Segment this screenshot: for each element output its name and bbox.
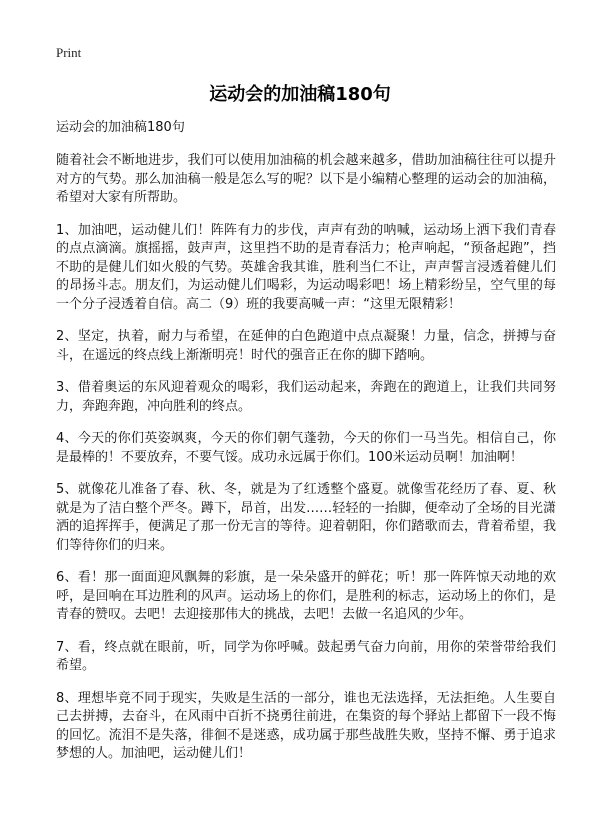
paragraph-5: 5、就像花儿准备了春、秋、冬，就是为了红透整个盛夏。就像雪花经历了春、夏、秋就是为了洁白整个严冬。蹲下，昂首，出发……轻轻的一抬脚，便牵动了全场的目光潇洒的追挥挥手，便满足了那一份无言的等待。迎着朝阳，你们踏歌而去，背着希望，我们等待你们的归来。: [56, 482, 556, 553]
intro-paragraph: 随着社会不断地进步，我们可以使用加油稿的机会越来越多，借助加油稿往往可以提升对方的气势。那么加油稿一般是怎么写的呢？以下是小编精心整理的运动会的加油稿，希望对大家有所帮助。: [56, 153, 556, 205]
paragraph-3: 3、借着奥运的东风迎着观众的喝彩，我们运动起来，奔跑在的跑道上，让我们共同努力，奔跑奔跑，冲向胜利的终点。: [56, 380, 556, 414]
paragraph-8: 8、理想毕竟不同于现实，失败是生活的一部分，谁也无法选择，无法拒绝。人生要自己去拼搏，去奋斗，在风雨中百折不挠勇往前进，在集资的每个驿站上都留下一段不悔的回忆。流泪不是失落，徘徊不是迷惑，成功属于那些战胜失败，坚持不懈、勇于追求梦想的人。加油吧，运动健儿们！: [56, 690, 556, 761]
paragraph-2: 2、坚定，执着，耐力与希望，在延伸的白色跑道中点点凝聚！力量，信念，拼搏与奋斗，在遥远的终点线上渐渐明亮！时代的强音正在你的脚下踏响。: [56, 329, 556, 363]
paragraph-1: 1、加油吧，运动健儿们！阵阵有力的步伐，声声有劲的呐喊，运动场上洒下我们青春的点点滴滴。旗摇摇，鼓声声，这里挡不助的是青春活力；枪声响起，“预备起跑”，挡不助的是健儿们如火般的气势。英雄舍我其谁，胜利当仁不让，声声誓言浸透着健儿们的昂扬斗志。朋友们，为运动健儿们喝彩，为运动喝彩吧！场上精彩纷呈，空气里的每一个分子浸透着自信。高二（9）班的我要高喊一声：“这里无限精彩！: [56, 222, 556, 312]
print-label[interactable]: Print: [56, 45, 82, 60]
paragraph-4: 4、今天的你们英姿飒爽，今天的你们朝气蓬勃，今天的你们一马当先。相信自己，你是最棒的！不要放弃，不要气馁。成功永远属于你们。100米运动员啊！加油啊！: [56, 431, 556, 465]
document-title: 运动会的加油稿180句: [209, 84, 391, 105]
document-body: [56, 118, 556, 778]
document-subtitle: 运动会的加油稿180句: [56, 120, 185, 135]
paragraph-6: 6、看！那一面面迎风飘舞的彩旗，是一朵朵盛开的鲜花；听！那一阵阵惊天动地的欢呼，是回响在耳边胜利的风声。运动场上的你们，是胜利的标志，运动场上的你们，是青春的赞叹。去吧！去迎接那伟大的挑战，去吧！去做一名追风的少年。: [56, 570, 556, 622]
paragraph-7: 7、看，终点就在眼前，听，同学为你呼喊。鼓起勇气奋力向前，用你的荣誉带给我们希望。: [56, 639, 556, 673]
